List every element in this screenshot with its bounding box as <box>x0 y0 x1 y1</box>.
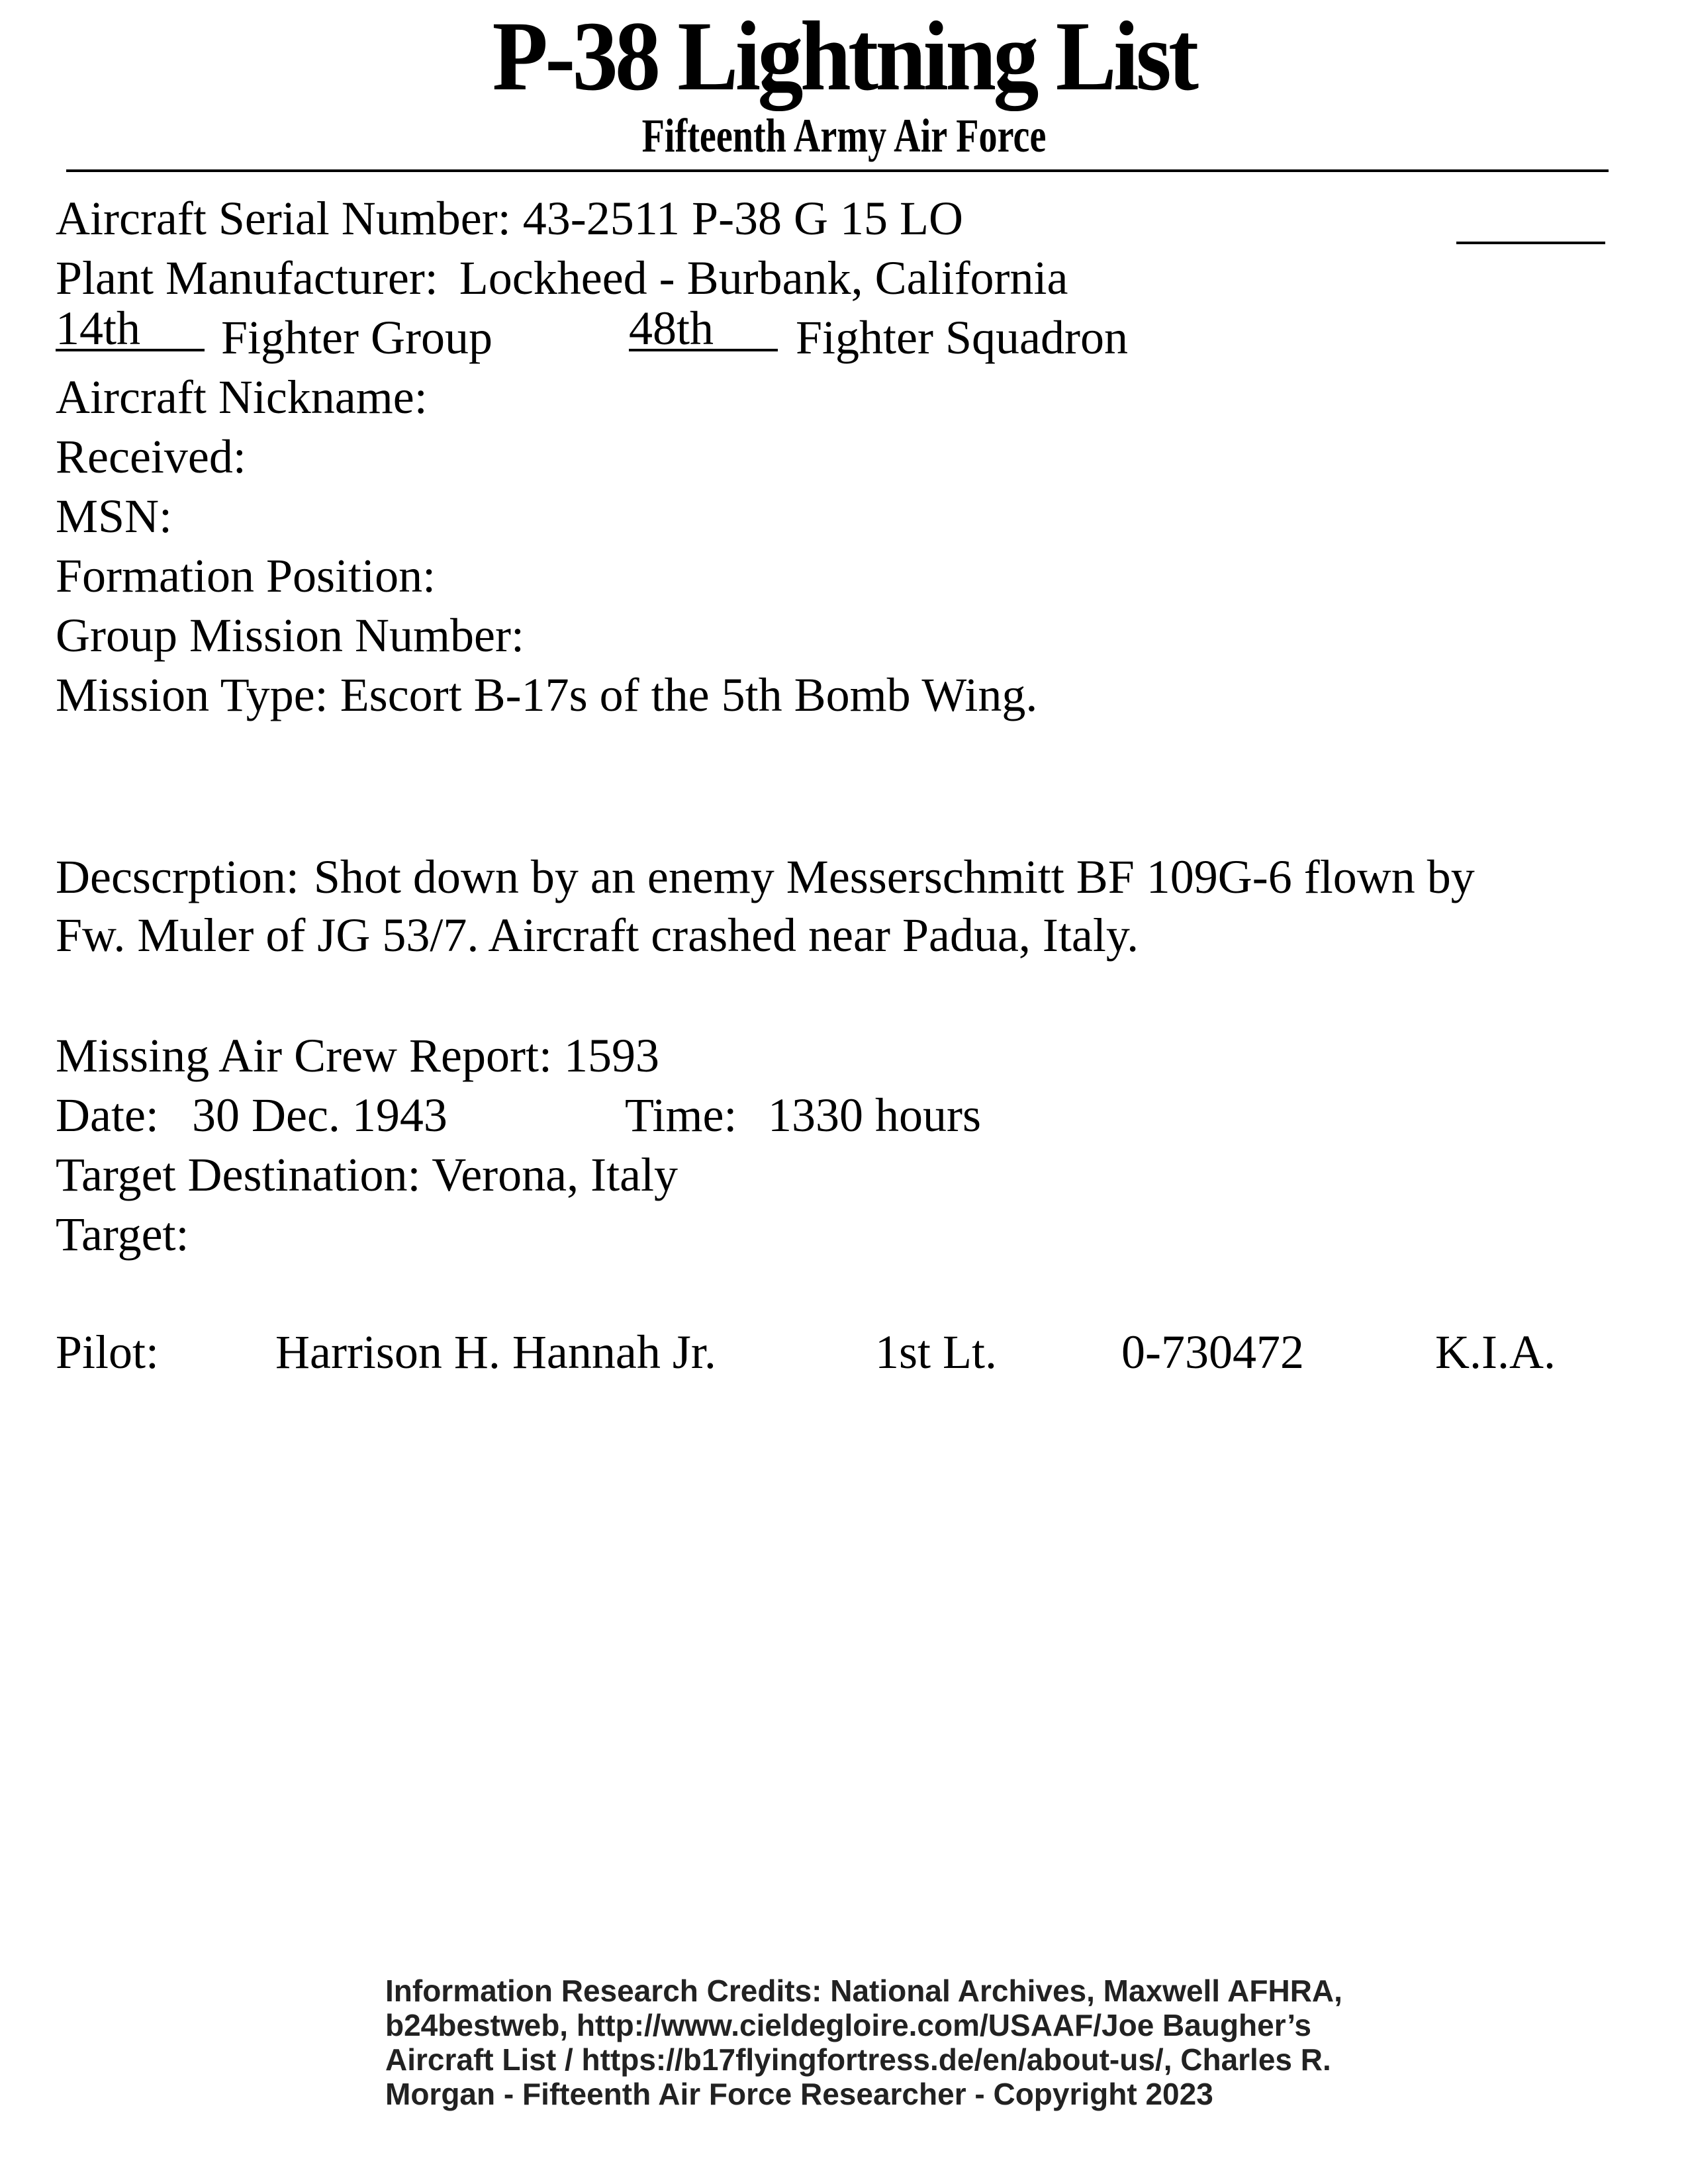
time-value: 1330 hours <box>768 1089 981 1142</box>
serial-number-row <box>56 189 963 248</box>
macr-value: 1593 <box>564 1029 659 1082</box>
page-subtitle: Fifteenth Army Air Force <box>641 109 1047 162</box>
description-line-2: Fw. Muler of JG 53/7. Aircraft crashed near Padua, Italy. <box>56 909 1139 962</box>
credits-line-1: Information Research Credits: National Archives, Maxwell AFHRA, <box>385 1974 1342 2008</box>
manufacturer-row <box>56 248 1068 308</box>
manufacturer-label: Plant Manufacturer: <box>56 251 438 304</box>
fighter-group-label: Fighter Group <box>221 311 492 364</box>
group-squadron-row <box>56 302 1380 367</box>
crew-row <box>56 1322 1578 1382</box>
manufacturer-value: Lockheed - Burbank, California <box>459 251 1068 304</box>
date-value: 30 Dec. 1943 <box>192 1089 447 1142</box>
mission-type-value: Escort B-17s of the 5th Bomb Wing. <box>340 668 1038 721</box>
crew-serial: 0-730472 <box>1121 1326 1304 1379</box>
formation-position-label: Formation Position: <box>56 549 436 602</box>
date-time-row <box>56 1085 1380 1145</box>
crew-role: Pilot: <box>56 1326 160 1379</box>
group-mission-number-label: Group Mission Number: <box>56 609 524 662</box>
fighter-group-value: 14th <box>56 308 205 351</box>
credits-line-4: Morgan - Fifteenth Air Force Researcher - Copyright 2023 <box>385 2077 1213 2111</box>
mission-type-row <box>56 665 1037 725</box>
serial-number-value: 43-2511 P-38 G 15 LO <box>522 192 964 245</box>
received-label: Received: <box>56 430 246 483</box>
crew-name: Harrison H. Hannah Jr. <box>275 1326 716 1379</box>
header-divider <box>66 169 1609 172</box>
fighter-squadron-value: 48th <box>629 308 778 351</box>
mission-type-label: Mission Type: <box>56 668 328 721</box>
description-label: Decscrption: <box>56 850 299 903</box>
credits-line-2: b24bestweb, http://www.cieldegloire.com/USAAF/Joe Baugher’s <box>385 2008 1312 2042</box>
target-destination-value: Verona, Italy <box>432 1148 679 1201</box>
target-destination-row <box>56 1145 678 1205</box>
page-title: P-38 Lightning List <box>492 1 1196 111</box>
target-label: Target: <box>56 1208 189 1261</box>
date-label: Date: <box>56 1089 159 1142</box>
target-destination-label: Target Destination: <box>56 1148 421 1201</box>
time-label: Time: <box>625 1089 737 1142</box>
description-line-1: Shot down by an enemy Messerschmitt BF 109G-6 flown by <box>313 850 1475 903</box>
aircraft-nickname-label: Aircraft Nickname: <box>56 371 428 424</box>
research-credits <box>385 1974 1391 2111</box>
crew-status: K.I.A. <box>1435 1326 1556 1379</box>
description-row <box>56 847 1475 907</box>
macr-row <box>56 1026 659 1085</box>
msn-label: MSN: <box>56 490 173 543</box>
serial-number-label: Aircraft Serial Number: <box>56 192 511 245</box>
fighter-squadron-label: Fighter Squadron <box>796 311 1128 364</box>
blank-field-line <box>1456 242 1605 244</box>
macr-label: Missing Air Crew Report: <box>56 1029 552 1082</box>
crew-rank: 1st Lt. <box>875 1326 998 1379</box>
credits-line-3: Aircraft List / https://b17flyingfortress.de/en/about-us/, Charles R. <box>385 2042 1331 2077</box>
